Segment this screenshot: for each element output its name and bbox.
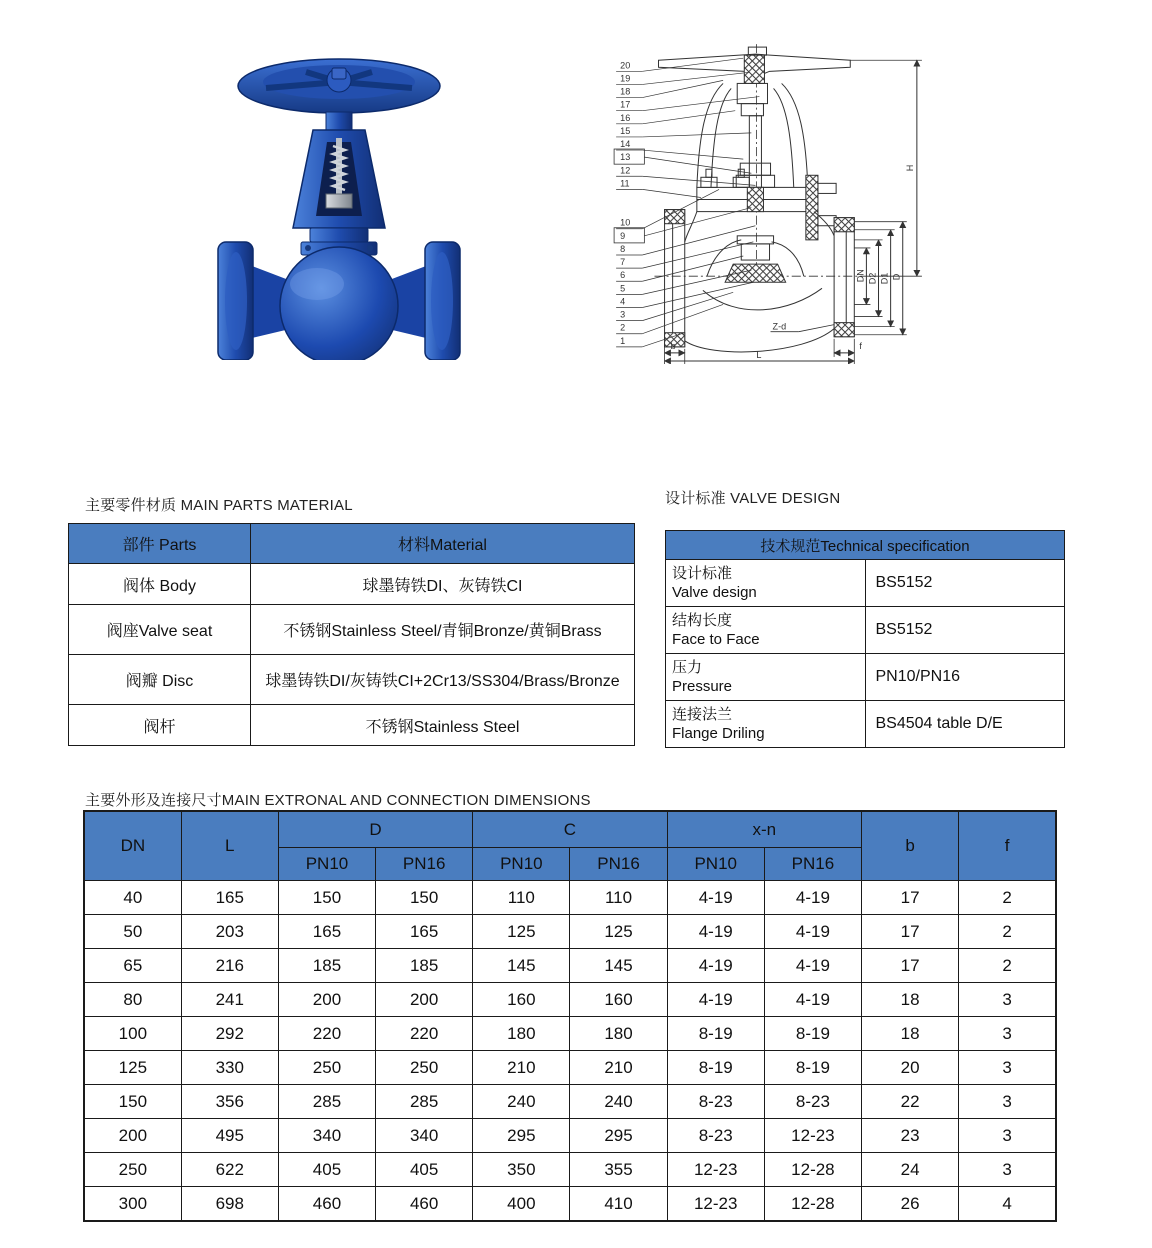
spec-label-en: Pressure bbox=[672, 678, 733, 695]
part-number: 16 bbox=[620, 112, 631, 123]
cell: 8-19 bbox=[667, 1051, 764, 1085]
cell: 355 bbox=[570, 1153, 667, 1187]
cell: 4 bbox=[959, 1187, 1056, 1222]
cell: 80 bbox=[84, 983, 181, 1017]
subheader-pn10: PN10 bbox=[278, 848, 375, 881]
cell: 180 bbox=[570, 1017, 667, 1051]
part-number: 2 bbox=[620, 322, 626, 333]
cell: 160 bbox=[570, 983, 667, 1017]
header-c: C bbox=[473, 811, 667, 848]
cell: 200 bbox=[278, 983, 375, 1017]
spec-label-en: Face to Face bbox=[672, 631, 760, 648]
part-number: 14 bbox=[620, 139, 631, 150]
cell: 12-23 bbox=[667, 1153, 764, 1187]
spec-label bbox=[666, 560, 866, 607]
part-number: 19 bbox=[620, 73, 631, 84]
cell: 200 bbox=[376, 983, 473, 1017]
cell: 240 bbox=[473, 1085, 570, 1119]
materials-title: 主要零件材质 MAIN PARTS MATERIAL bbox=[85, 497, 353, 514]
part-number: 20 bbox=[620, 60, 631, 71]
cell: 20 bbox=[862, 1051, 959, 1085]
cell: 17 bbox=[862, 881, 959, 915]
cell: 8-19 bbox=[764, 1051, 861, 1085]
cell: 150 bbox=[84, 1085, 181, 1119]
subheader-pn16: PN16 bbox=[376, 848, 473, 881]
cell: 17 bbox=[862, 949, 959, 983]
cell: 12-28 bbox=[764, 1153, 861, 1187]
cell: 185 bbox=[376, 949, 473, 983]
spec-label-cn: 结构长度 bbox=[672, 611, 733, 629]
cell: 4-19 bbox=[667, 983, 764, 1017]
cell: 26 bbox=[862, 1187, 959, 1222]
cell: 216 bbox=[181, 949, 278, 983]
cell: 203 bbox=[181, 915, 278, 949]
table-row bbox=[666, 654, 1065, 701]
part-number: 4 bbox=[620, 296, 626, 307]
cell: 356 bbox=[181, 1085, 278, 1119]
cell: 210 bbox=[570, 1051, 667, 1085]
cell: 495 bbox=[181, 1119, 278, 1153]
table-row bbox=[84, 1119, 1056, 1153]
cell: 12-28 bbox=[764, 1187, 861, 1222]
cell: 210 bbox=[473, 1051, 570, 1085]
design-table bbox=[665, 530, 1065, 748]
cell: 165 bbox=[181, 881, 278, 915]
table-row bbox=[666, 560, 1065, 607]
header-b: b bbox=[862, 811, 959, 881]
part-number: 17 bbox=[620, 99, 631, 110]
cell: 350 bbox=[473, 1153, 570, 1187]
material-cell: 球墨铸铁DI、灰铸铁CI bbox=[251, 564, 635, 605]
cell: 145 bbox=[570, 949, 667, 983]
dim-label-zd: Z-d bbox=[772, 321, 787, 332]
cell: 185 bbox=[278, 949, 375, 983]
material-cell: 不锈钢Stainless Steel/青铜Bronze/黄铜Brass bbox=[251, 605, 635, 655]
spec-value: PN10/PN16 bbox=[865, 654, 1065, 701]
dim-label-d2: D2 bbox=[867, 272, 878, 285]
cell: 12-23 bbox=[764, 1119, 861, 1153]
spec-label-cn: 设计标准 bbox=[672, 564, 733, 582]
cell: 3 bbox=[959, 1017, 1056, 1051]
table-row bbox=[84, 1187, 1056, 1222]
table-row bbox=[84, 1153, 1056, 1187]
cell: 40 bbox=[84, 881, 181, 915]
table-row bbox=[84, 915, 1056, 949]
cell: 295 bbox=[473, 1119, 570, 1153]
valve-photo bbox=[213, 30, 465, 360]
cell: 8-19 bbox=[764, 1017, 861, 1051]
cell: 4-19 bbox=[667, 881, 764, 915]
cell: 400 bbox=[473, 1187, 570, 1222]
part-number: 5 bbox=[620, 283, 626, 294]
table-row bbox=[84, 1085, 1056, 1119]
cell: 110 bbox=[473, 881, 570, 915]
design-title: 设计标准 VALVE DESIGN bbox=[665, 490, 841, 507]
cell: 17 bbox=[862, 915, 959, 949]
spec-label-cn: 连接法兰 bbox=[672, 705, 733, 723]
cell: 12-23 bbox=[667, 1187, 764, 1222]
spec-label-cn: 压力 bbox=[672, 658, 703, 676]
cell: 405 bbox=[376, 1153, 473, 1187]
header-d: D bbox=[278, 811, 472, 848]
cell: 295 bbox=[570, 1119, 667, 1153]
cell: 18 bbox=[862, 1017, 959, 1051]
part-number: 7 bbox=[620, 257, 626, 268]
cell: 125 bbox=[84, 1051, 181, 1085]
dimensions-title: 主要外形及连接尺寸MAIN EXTRONAL AND CONNECTION DIMENSIONS bbox=[85, 792, 591, 809]
dimensions-table bbox=[83, 810, 1057, 1222]
subheader-pn16: PN16 bbox=[570, 848, 667, 881]
cell: 24 bbox=[862, 1153, 959, 1187]
cell: 340 bbox=[376, 1119, 473, 1153]
cell: 4-19 bbox=[764, 915, 861, 949]
table-row bbox=[84, 983, 1056, 1017]
cell: 23 bbox=[862, 1119, 959, 1153]
table-row bbox=[69, 564, 635, 605]
cell: 330 bbox=[181, 1051, 278, 1085]
cell: 698 bbox=[181, 1187, 278, 1222]
table-header-row bbox=[84, 811, 1056, 848]
spec-value: BS5152 bbox=[865, 607, 1065, 654]
table-header-row bbox=[69, 524, 635, 564]
table-row bbox=[69, 655, 635, 705]
cell: 622 bbox=[181, 1153, 278, 1187]
part-number: 1 bbox=[620, 335, 626, 346]
part-cell: 阀瓣 Disc bbox=[69, 655, 251, 705]
cell: 3 bbox=[959, 1051, 1056, 1085]
cell: 340 bbox=[278, 1119, 375, 1153]
part-cell: 阀杆 bbox=[69, 705, 251, 746]
cell: 8-23 bbox=[667, 1085, 764, 1119]
cell: 200 bbox=[84, 1119, 181, 1153]
spec-label bbox=[666, 654, 866, 701]
spec-label-en: Flange Driling bbox=[672, 725, 765, 742]
table-row bbox=[84, 949, 1056, 983]
cell: 240 bbox=[570, 1085, 667, 1119]
cell: 285 bbox=[278, 1085, 375, 1119]
cell: 65 bbox=[84, 949, 181, 983]
cell: 110 bbox=[570, 881, 667, 915]
cell: 300 bbox=[84, 1187, 181, 1222]
dim-label-d: D bbox=[891, 273, 902, 281]
subheader-pn10: PN10 bbox=[473, 848, 570, 881]
technical-drawing bbox=[600, 36, 935, 364]
dim-label-f: f bbox=[859, 340, 862, 351]
table-row bbox=[84, 1017, 1056, 1051]
header-material: 材料Material bbox=[251, 524, 635, 564]
cell: 4-19 bbox=[764, 881, 861, 915]
valve-section-drawing bbox=[600, 36, 935, 364]
cell: 4-19 bbox=[764, 983, 861, 1017]
cell: 100 bbox=[84, 1017, 181, 1051]
cell: 250 bbox=[376, 1051, 473, 1085]
table-row bbox=[84, 1051, 1056, 1085]
part-number: 9 bbox=[620, 230, 626, 241]
part-cell: 阀体 Body bbox=[69, 564, 251, 605]
dim-label-b: b bbox=[670, 340, 676, 351]
cell: 150 bbox=[278, 881, 375, 915]
cell: 22 bbox=[862, 1085, 959, 1119]
cell: 125 bbox=[570, 915, 667, 949]
materials-table bbox=[68, 523, 635, 746]
part-cell: 阀座Valve seat bbox=[69, 605, 251, 655]
cell: 145 bbox=[473, 949, 570, 983]
cell: 180 bbox=[473, 1017, 570, 1051]
cell: 165 bbox=[278, 915, 375, 949]
table-header-row bbox=[666, 531, 1065, 560]
cell: 165 bbox=[376, 915, 473, 949]
header-dn: DN bbox=[84, 811, 181, 881]
part-number: 6 bbox=[620, 270, 626, 281]
cell: 150 bbox=[376, 881, 473, 915]
cell: 2 bbox=[959, 949, 1056, 983]
header-tech-spec: 技术规范Technical specification bbox=[666, 531, 1065, 560]
header-f: f bbox=[959, 811, 1056, 881]
material-cell: 不锈钢Stainless Steel bbox=[251, 705, 635, 746]
cell: 460 bbox=[376, 1187, 473, 1222]
spec-label bbox=[666, 701, 866, 748]
table-row bbox=[666, 607, 1065, 654]
cell: 3 bbox=[959, 983, 1056, 1017]
subheader-pn16: PN16 bbox=[764, 848, 861, 881]
subheader-pn10: PN10 bbox=[667, 848, 764, 881]
part-number: 15 bbox=[620, 125, 631, 136]
part-number: 10 bbox=[620, 217, 631, 228]
part-number: 13 bbox=[620, 152, 631, 163]
cell: 8-23 bbox=[764, 1085, 861, 1119]
material-cell: 球墨铸铁DI/灰铸铁CI+2Cr13/SS304/Brass/Bronze bbox=[251, 655, 635, 705]
cell: 3 bbox=[959, 1153, 1056, 1187]
part-number: 12 bbox=[620, 165, 631, 176]
cell: 460 bbox=[278, 1187, 375, 1222]
cell: 125 bbox=[473, 915, 570, 949]
cell: 220 bbox=[278, 1017, 375, 1051]
header-xn: x-n bbox=[667, 811, 861, 848]
cell: 410 bbox=[570, 1187, 667, 1222]
cell: 2 bbox=[959, 881, 1056, 915]
dim-label-h: H bbox=[904, 164, 915, 172]
cell: 220 bbox=[376, 1017, 473, 1051]
part-number: 8 bbox=[620, 243, 626, 254]
spec-label bbox=[666, 607, 866, 654]
dim-label-l: L bbox=[756, 349, 762, 360]
cell: 250 bbox=[278, 1051, 375, 1085]
part-number: 18 bbox=[620, 86, 631, 97]
cell: 405 bbox=[278, 1153, 375, 1187]
cell: 160 bbox=[473, 983, 570, 1017]
cell: 241 bbox=[181, 983, 278, 1017]
spec-value: BS4504 table D/E bbox=[865, 701, 1065, 748]
cell: 3 bbox=[959, 1085, 1056, 1119]
dim-label-d1: D1 bbox=[879, 272, 890, 285]
part-number: 3 bbox=[620, 309, 626, 320]
part-number: 11 bbox=[620, 178, 630, 189]
cell: 3 bbox=[959, 1119, 1056, 1153]
cell: 4-19 bbox=[667, 949, 764, 983]
dim-label-dn: DN bbox=[855, 269, 866, 283]
cell: 250 bbox=[84, 1153, 181, 1187]
cell: 4-19 bbox=[764, 949, 861, 983]
table-row bbox=[84, 881, 1056, 915]
cell: 4-19 bbox=[667, 915, 764, 949]
spec-value: BS5152 bbox=[865, 560, 1065, 607]
cell: 50 bbox=[84, 915, 181, 949]
header-l: L bbox=[181, 811, 278, 881]
cell: 292 bbox=[181, 1017, 278, 1051]
cell: 18 bbox=[862, 983, 959, 1017]
table-row bbox=[69, 605, 635, 655]
table-row bbox=[69, 705, 635, 746]
cell: 285 bbox=[376, 1085, 473, 1119]
table-row bbox=[666, 701, 1065, 748]
header-parts: 部件 Parts bbox=[69, 524, 251, 564]
cell: 8-23 bbox=[667, 1119, 764, 1153]
spec-label-en: Valve design bbox=[672, 584, 757, 601]
part-number-labels bbox=[620, 60, 630, 346]
blue-globe-valve-image bbox=[213, 30, 465, 360]
cell: 2 bbox=[959, 915, 1056, 949]
cell: 8-19 bbox=[667, 1017, 764, 1051]
